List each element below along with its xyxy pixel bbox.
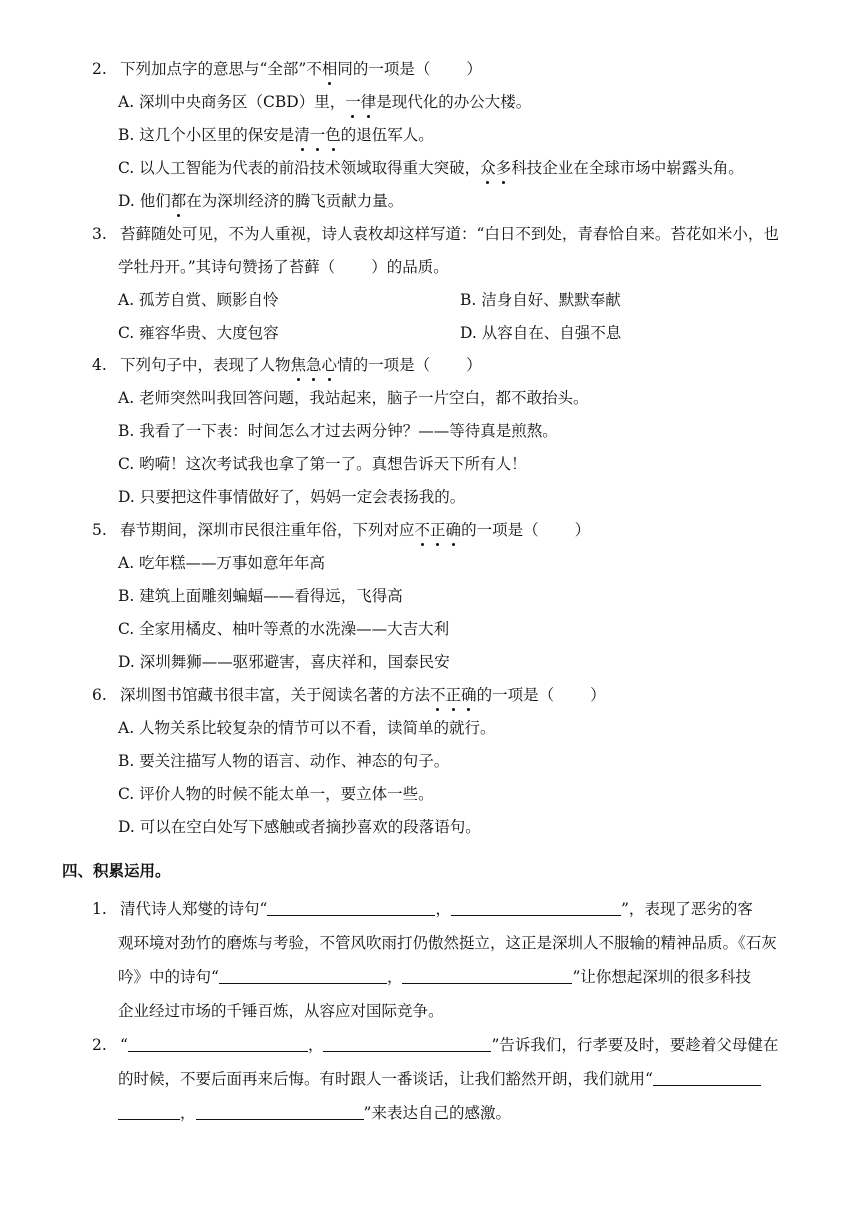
question-2-option-a: A. 深圳中央商务区（CBD）里，一律是现代化的办公大楼。 [118,93,532,111]
emphasis-text: 急 [306,356,322,374]
fill-blank[interactable] [196,1103,364,1120]
question-6-option-a: A. 人物关系比较复杂的情节可以不看，读简单的就行。 [118,719,496,737]
fill-blank[interactable] [402,967,572,984]
fill-blank[interactable] [323,1035,491,1052]
question-3-option-c: C. 雍容华贵、大度包容 [118,324,279,342]
question-6-option-d: D. 可以在空白处写下感触或者摘抄喜欢的段落语句。 [118,818,481,836]
fill-blank[interactable] [267,899,435,916]
emphasis-text: 一 [309,126,326,144]
emphasis-text: 心 [321,356,338,374]
question-5-option-b: B. 建筑上面雕刻蝙蝠——看得远，飞得高 [118,587,403,605]
emphasis-text: 律 [360,93,377,111]
question-5-option-a: A. 吃年糕——万事如意年年高 [118,554,326,572]
section-4-q2-line-3: ， ”来表达自己的感激。 [118,1102,511,1124]
question-6-stem: 6. 深圳图书馆藏书很丰富，关于阅读名著的方法不正确的一项是（ ） [92,686,606,704]
question-3-option-d: D. 从容自在、自强不息 [460,324,622,342]
section-4-q2-line-1: 2. “ ， ”告诉我们，行孝要及时，要趁着父母健在 [92,1036,779,1054]
question-4-option-a: A. 老师突然叫我回答问题，我站起来，脑子一片空白，都不敢抬头。 [118,389,589,407]
emphasis-text: 正 [445,686,462,704]
section-4-title: 四、积累运用。 [62,861,171,880]
fill-blank[interactable] [653,1069,761,1086]
question-2-option-b: B. 这几个小区里的保安是清一色的退伍军人。 [118,126,434,144]
emphasis-text: 不相同 [306,60,353,78]
emphasis-text: 焦 [290,356,307,374]
emphasis-text: 一 [345,93,361,111]
question-3-option-a: A. 孤芳自赏、顾影自怜 [118,291,279,309]
section-4-q1-line-3: 吟》中的诗句“ ， ”让你想起深圳的很多科技 [118,968,751,986]
section-4-q1-line-4: 企业经过市场的千锤百炼，从容应对国际竞争。 [118,1002,444,1020]
section-4-q1-line-2: 观环境对劲竹的磨炼与考验，不管风吹雨打仍傲然挺立，这正是深圳人不服输的精神品质。《石灰 [118,934,777,952]
question-3-stem-line-2: 学牡丹开。”其诗句赞扬了苔藓（ ）的品质。 [118,258,449,276]
question-5-option-c: C. 全家用橘皮、柚叶等煮的水洗澡——大吉大利 [118,620,450,638]
question-4-option-c: C. 哟嗬！这次考试我也拿了第一了。真想告诉天下所有人！ [118,455,527,473]
fill-blank[interactable] [451,899,621,916]
emphasis-text: 众 [480,159,496,177]
fill-blank[interactable] [118,1103,180,1120]
emphasis-text: 都 [170,192,187,210]
question-4-stem: 4. 下列句子中，表现了人物焦急心情的一项是（ ） [92,356,482,374]
fill-blank[interactable] [219,967,387,984]
emphasis-text: 多 [495,159,512,177]
emphasis-text: 不 [430,686,446,704]
emphasis-text: 正 [430,521,446,539]
question-3-stem-line-1: 3. 苔藓随处可见，不为人重视，诗人袁枚却这样写道：“白日不到处，青春恰自来。苔花如米小，也 [92,225,779,243]
question-4-option-b: B. 我看了一下表：时间怎么才过去两分钟？——等待真是煎熬。 [118,422,558,440]
question-5-option-d: D. 深圳舞狮——驱邪避害，喜庆祥和，国泰民安 [118,653,450,671]
question-2-option-c: C. 以人工智能为代表的前沿技术领域取得重大突破，众多科技企业在全球市场中崭露头角。 [118,159,744,177]
section-4-q1-line-1: 1. 清代诗人郑燮的诗句“ ， ”，表现了恶劣的客 [92,900,753,918]
section-4-q2-line-2: 的时候，不要后面再来后悔。有时跟人一番谈话，让我们豁然开朗，我们就用“ [118,1068,761,1090]
question-2-stem: 2. 下列加点字的意思与“全部”不相同的一项是（ ） [92,60,482,78]
question-6-option-c: C. 评价人物的时候不能太单一，要立体一些。 [118,785,434,803]
question-4-option-d: D. 只要把这件事情做好了，妈妈一定会表扬我的。 [118,488,466,506]
emphasis-text: 清 [294,126,310,144]
question-5-stem: 5. 春节期间，深圳市民很注重年俗，下列对应不正确的一项是（ ） [92,521,591,539]
emphasis-text: 色 [325,126,341,144]
question-3-option-b: B. 洁身自好、默默奉献 [460,291,621,309]
fill-blank[interactable] [128,1035,308,1052]
emphasis-text: 确 [461,686,477,704]
question-2-option-d: D. 他们都在为深圳经济的腾飞贡献力量。 [118,192,404,210]
emphasis-text: 不 [414,521,431,539]
question-6-option-b: B. 要关注描写人物的语言、动作、神态的句子。 [118,752,450,770]
emphasis-text: 确 [445,521,462,539]
